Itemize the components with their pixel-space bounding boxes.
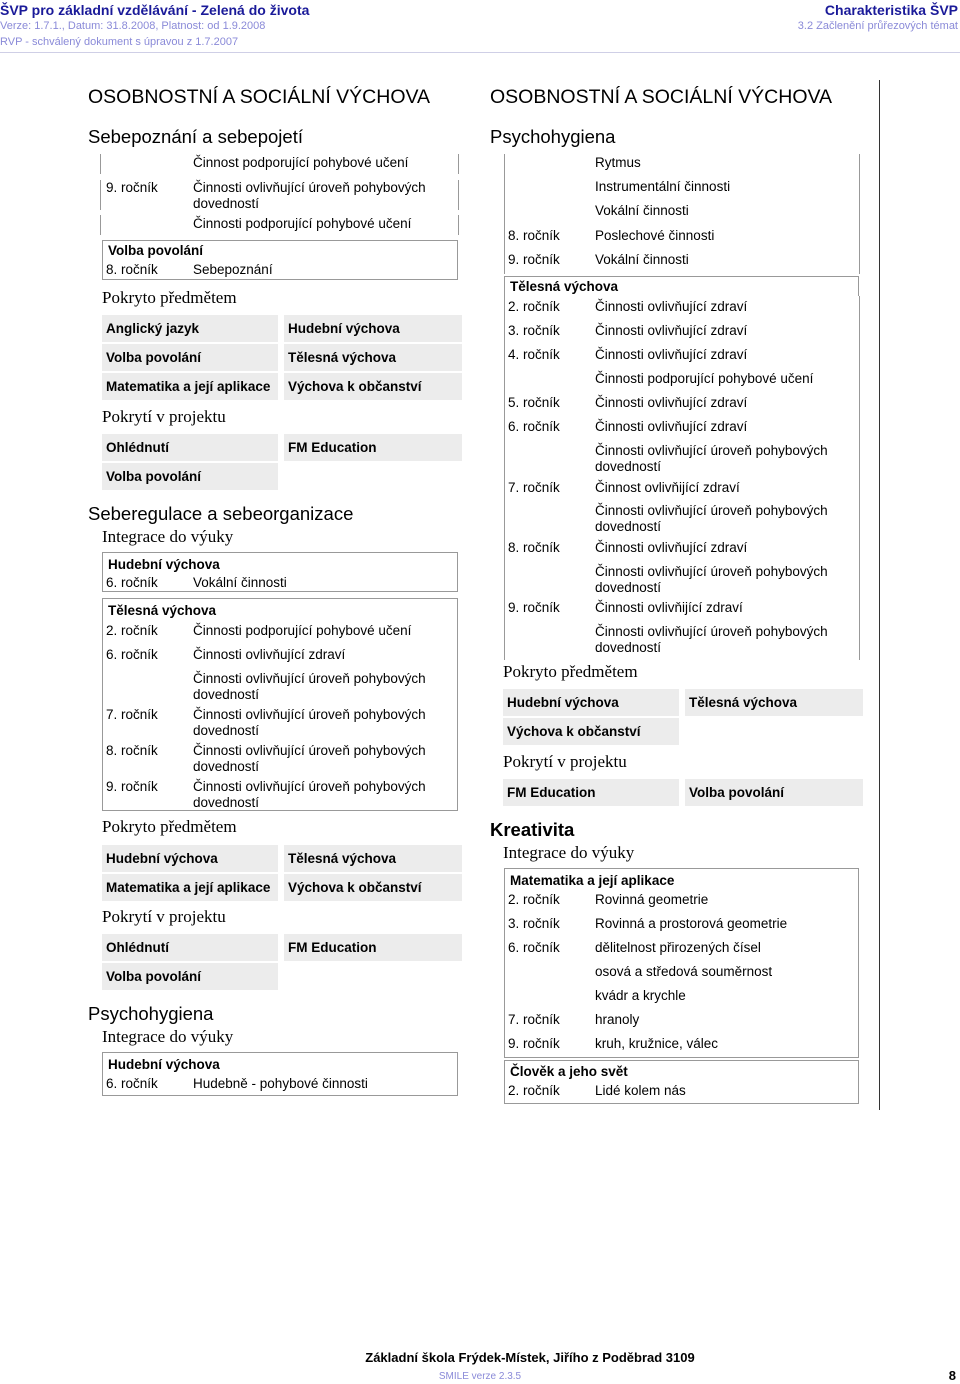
subject-title: Hudební výchova <box>108 1057 220 1072</box>
page-number: 8 <box>948 1368 956 1383</box>
table-row: Lidé kolem nás <box>595 1083 686 1098</box>
row-border <box>458 180 459 210</box>
table-row: Rytmus <box>595 155 641 170</box>
grade-label: 2. ročník <box>106 623 158 638</box>
table-row: Hudebně - pohybové činnosti <box>193 1076 368 1091</box>
table-row: Rovinná a prostorová geometrie <box>595 916 788 931</box>
grade-label: 4. ročník <box>508 347 560 362</box>
row-border <box>859 296 860 660</box>
table-row: Činnosti podporující pohybové učení <box>595 371 814 386</box>
theme-seberegulace-title: Seberegulace a sebeorganizace <box>88 503 354 524</box>
grade-label: 9. ročník <box>106 779 158 794</box>
project-cell: Volba povolání <box>102 963 278 990</box>
left-area-title: OSOBNOSTNÍ A SOCIÁLNÍ VÝCHOVA <box>88 86 431 108</box>
table-row: Činnosti ovlivňující úroveň pohybových dovedností <box>193 671 426 702</box>
table-row: Činnost ovlivňijící zdraví <box>595 480 740 495</box>
table-row: Vokální činnosti <box>595 203 689 218</box>
footer-school: Základní škola Frýdek-Místek, Jiřího z Poděbrad 3109 <box>365 1350 695 1365</box>
project-cell: FM Education <box>503 779 679 806</box>
table-row: Činnosti ovlivňující zdraví <box>595 419 748 434</box>
grade-label: 8. ročník <box>508 228 560 243</box>
table-row: Činnosti ovlivňijící zdraví <box>595 600 743 615</box>
row-border <box>100 180 101 210</box>
table-row: Činnosti ovlivňující úroveň pohybových dovedností <box>193 779 426 810</box>
theme-psychohygiena-title: Psychohygiena <box>88 1003 214 1024</box>
table-row: Činnosti podporující pohybové učení <box>193 216 412 231</box>
grade-label: 3. ročník <box>508 323 560 338</box>
table-row: Činnosti ovlivňující zdraví <box>595 299 748 314</box>
subject-cell: Tělesná výchova <box>284 845 462 872</box>
table-row: Činnosti ovlivňující úroveň pohybových dovedností <box>595 443 828 474</box>
grade-label: 5. ročník <box>508 395 560 410</box>
grade-label: 3. ročník <box>508 916 560 931</box>
project-cell: Volba povolání <box>102 463 278 490</box>
grade-label: 9. ročník <box>508 600 560 615</box>
pokryti-title: Pokrytí v projektu <box>102 407 226 426</box>
table-row: Vokální činnosti <box>193 575 287 590</box>
theme-psychohygiena-title: Psychohygiena <box>490 126 616 147</box>
subject-title: Hudební výchova <box>108 557 220 572</box>
grade-label: 7. ročník <box>508 480 560 495</box>
theme-kreativita-title: Kreativita <box>490 819 575 840</box>
header-rule <box>0 52 960 53</box>
table-row: hranoly <box>595 1012 640 1027</box>
subject-cell: Hudební výchova <box>284 315 462 342</box>
table-row: Činnost podporující pohybové učení <box>193 155 409 170</box>
row-border <box>100 154 101 174</box>
table-row: Činnosti ovlivňující zdraví <box>595 323 748 338</box>
table-row: osová a středová souměrnost <box>595 964 773 979</box>
table-row: Činnosti ovlivňující úroveň pohybových dovedností <box>595 503 828 534</box>
status-line: RVP - schválený dokument s úpravou z 1.7.2007 <box>0 36 239 48</box>
row-border <box>859 154 860 274</box>
table-row: Činnosti ovlivňující zdraví <box>595 395 748 410</box>
row-border <box>458 154 459 174</box>
table-row: Činnosti ovlivňující zdraví <box>595 540 748 555</box>
row-border <box>458 215 459 235</box>
subject-cell: Tělesná výchova <box>284 344 462 371</box>
grade-label: 9. ročník <box>508 1036 560 1051</box>
subject-cell: Anglický jazyk <box>102 315 278 342</box>
table-row: Poslechové činnosti <box>595 228 715 243</box>
subject-cell: Hudební výchova <box>102 845 278 872</box>
subject-cell: Hudební výchova <box>503 689 679 716</box>
table-row: Sebepoznání <box>193 262 273 277</box>
subject-title: Člověk a jeho svět <box>510 1064 628 1079</box>
subject-title: Matematika a její aplikace <box>510 873 675 888</box>
grade-label: 2. ročník <box>508 299 560 314</box>
grade-label: 7. ročník <box>106 707 158 722</box>
theme-sebepoznani-title: Sebepoznání a sebepojetí <box>88 126 303 147</box>
right-area-title: OSOBNOSTNÍ A SOCIÁLNÍ VÝCHOVA <box>490 86 833 108</box>
footer-version: SMILE verze 2.3.5 <box>438 1371 522 1382</box>
project-cell: FM Education <box>284 934 462 961</box>
grade-label: 2. ročník <box>508 1083 560 1098</box>
integrace-title: Integrace do výuky <box>102 527 234 546</box>
grade-label: 6. ročník <box>508 940 560 955</box>
subject-cell: Výchova k občanství <box>284 373 462 400</box>
pokryto-title: Pokryto předmětem <box>102 288 237 307</box>
project-cell: Ohlédnutí <box>102 434 278 461</box>
subject-title: Tělesná výchova <box>108 603 217 618</box>
pokryti-title: Pokrytí v projektu <box>102 907 226 926</box>
grade-label: 9. ročník <box>508 252 560 267</box>
subject-cell: Matematika a její aplikace <box>102 373 278 400</box>
project-cell: FM Education <box>284 434 462 461</box>
grade-label: 6. ročník <box>106 575 158 590</box>
table-row: Činnosti ovlivňující úroveň pohybových dovedností <box>193 743 426 774</box>
pokryti-title: Pokrytí v projektu <box>503 752 627 771</box>
table-row: kruh, kružnice, válec <box>595 1036 719 1051</box>
document-title: ŠVP pro základní vzdělávání - Zelená do života <box>0 2 310 18</box>
subject-cell: Výchova k občanství <box>503 718 679 745</box>
pokryto-title: Pokryto předmětem <box>102 817 237 836</box>
section-title: Charakteristika ŠVP <box>824 2 958 18</box>
row-border <box>504 296 505 660</box>
subject-title: Volba povolání <box>108 243 204 258</box>
grade-label: 6. ročník <box>508 419 560 434</box>
table-row: Rovinná geometrie <box>595 892 709 907</box>
version-line: Verze: 1.7.1., Datum: 31.8.2008, Platnost: od 1.9.2008 <box>0 20 266 32</box>
table-row: Činnosti ovlivňující zdraví <box>193 647 346 662</box>
table-row: Vokální činnosti <box>595 252 689 267</box>
integrace-title: Integrace do výuky <box>102 1027 234 1046</box>
grade-label: 2. ročník <box>508 892 560 907</box>
grade-label: 8. ročník <box>106 743 158 758</box>
table-row: Instrumentální činnosti <box>595 179 731 194</box>
grade-label: 6. ročník <box>106 1076 158 1091</box>
table-row: Činnosti ovlivňující úroveň pohybových dovedností <box>193 180 426 211</box>
project-cell: Volba povolání <box>685 779 863 806</box>
grade-label: 6. ročník <box>106 647 158 662</box>
grade-label: 8. ročník <box>508 540 560 555</box>
table-row: Činnosti ovlivňující úroveň pohybových dovedností <box>595 624 828 655</box>
table-row: Činnosti podporující pohybové učení <box>193 623 412 638</box>
row-border <box>504 154 505 274</box>
table-row: Činnosti ovlivňující úroveň pohybových dovedností <box>193 707 426 738</box>
project-cell: Ohlédnutí <box>102 934 278 961</box>
grade-label: 9. ročník <box>106 180 158 195</box>
table-row: Činnosti ovlivňující zdraví <box>595 347 748 362</box>
subject-title: Tělesná výchova <box>510 279 619 294</box>
grade-label: 8. ročník <box>106 262 158 277</box>
pokryto-title: Pokryto předmětem <box>503 662 638 681</box>
subject-cell: Matematika a její aplikace <box>102 874 278 901</box>
table-row: dělitelnost přirozených čísel <box>595 940 761 955</box>
row-border <box>100 215 101 235</box>
section-subtitle: 3.2 Začlenění průřezových témat <box>797 20 958 32</box>
table-row: kvádr a krychle <box>595 988 686 1003</box>
grade-label: 7. ročník <box>508 1012 560 1027</box>
subject-cell: Volba povolání <box>102 344 278 371</box>
integrace-title: Integrace do výuky <box>503 843 635 862</box>
subject-cell: Výchova k občanství <box>284 874 462 901</box>
table-row: Činnosti ovlivňující úroveň pohybových dovedností <box>595 564 828 595</box>
subject-cell: Tělesná výchova <box>685 689 863 716</box>
column-separator <box>879 80 880 1110</box>
